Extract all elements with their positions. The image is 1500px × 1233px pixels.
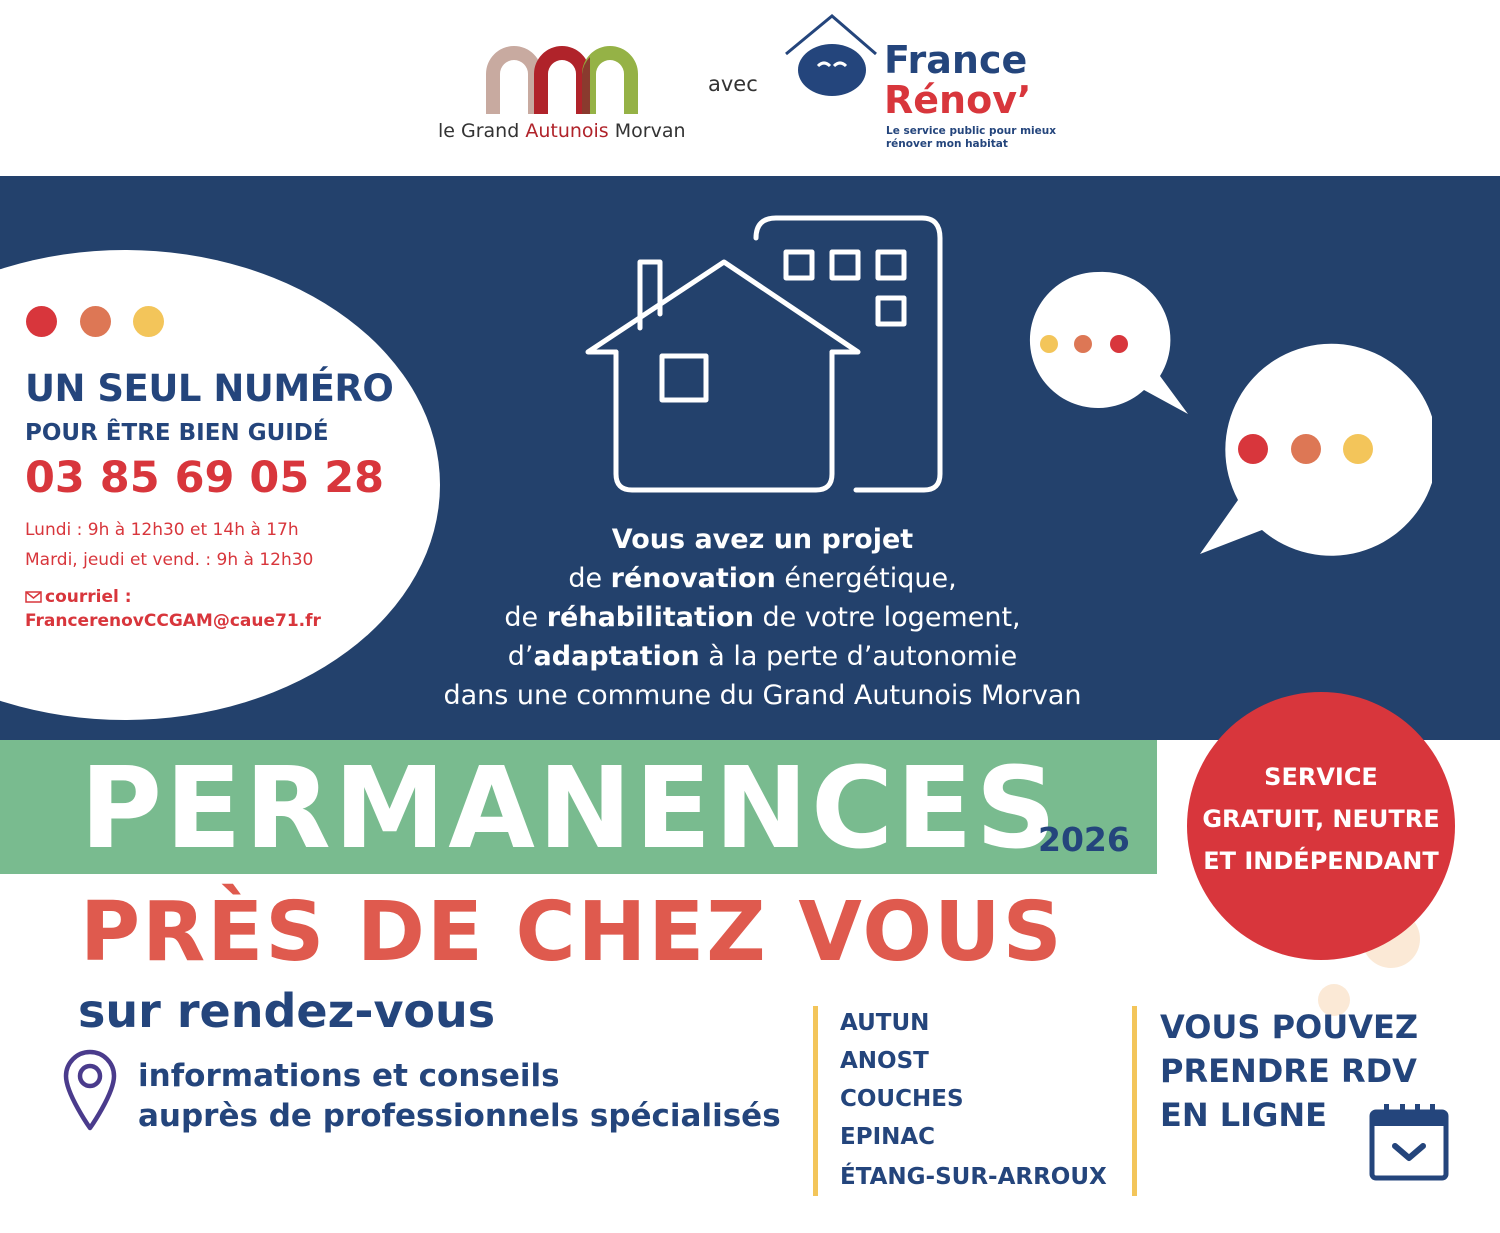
email-label: courriel : bbox=[25, 587, 132, 607]
house-icon bbox=[580, 212, 950, 497]
gam-logo-text: le Grand Autunois Morvan bbox=[438, 120, 686, 142]
info-text: informations et conseils auprès de professionnels spécialisés bbox=[138, 1058, 781, 1134]
service-badge-text: SERVICE GRATUIT, NEUTRE ET INDÉPENDANT bbox=[1202, 763, 1440, 875]
divider bbox=[1132, 1006, 1137, 1196]
mail-icon bbox=[25, 591, 42, 603]
speech-bubble-icon bbox=[1026, 268, 1196, 418]
project-description: Vous avez un projet de rénovation énergétique, de réhabilitation de votre logement, d’adaptation à la perte d’autonomie dans une commune du Grand Autunois Morvan bbox=[443, 524, 1082, 711]
pres-de-chez-vous-title: PRÈS DE CHEZ VOUS bbox=[80, 885, 1064, 980]
avec-label: avec bbox=[708, 72, 758, 96]
year-label: 2026 bbox=[1038, 820, 1130, 859]
location-item: AUTUN bbox=[840, 1010, 930, 1036]
france-renov-logo-icon bbox=[780, 12, 880, 102]
permanences-title: PERMANENCES bbox=[80, 744, 1060, 874]
location-item: COUCHES bbox=[840, 1086, 964, 1112]
phone-number[interactable]: 03 85 69 05 28 bbox=[25, 453, 385, 503]
email-address[interactable]: FrancerenovCCGAM@caue71.fr bbox=[25, 611, 321, 631]
contact-subtitle: POUR ÊTRE BIEN GUIDÉ bbox=[25, 420, 329, 446]
red-dot bbox=[26, 306, 57, 337]
appointment-label: sur rendez-vous bbox=[78, 984, 496, 1038]
location-pin-icon bbox=[62, 1048, 118, 1132]
location-item: ÉTANG-SUR-ARROUX bbox=[840, 1164, 1107, 1190]
online-booking-text[interactable]: VOUS POUVEZ PRENDRE RDV EN LIGNE bbox=[1160, 1008, 1419, 1134]
gam-logo-icon bbox=[484, 44, 644, 116]
speech-bubble-icon bbox=[1196, 340, 1432, 556]
location-item: ANOST bbox=[840, 1048, 929, 1074]
calendar-icon[interactable] bbox=[1368, 1102, 1450, 1182]
france-renov-subtitle: Rénov’ bbox=[884, 78, 1032, 122]
hours-monday: Lundi : 9h à 12h30 et 14h à 17h bbox=[25, 520, 299, 540]
divider bbox=[813, 1006, 818, 1196]
france-renov-tagline: Le service public pour mieux rénover mon habitat bbox=[886, 125, 1056, 150]
hours-other-days: Mardi, jeudi et vend. : 9h à 12h30 bbox=[25, 550, 314, 570]
location-item: EPINAC bbox=[840, 1124, 936, 1150]
yellow-dot bbox=[133, 306, 164, 337]
contact-title: UN SEUL NUMÉRO bbox=[25, 367, 394, 410]
orange-dot bbox=[80, 306, 111, 337]
france-renov-title: France bbox=[884, 38, 1028, 82]
